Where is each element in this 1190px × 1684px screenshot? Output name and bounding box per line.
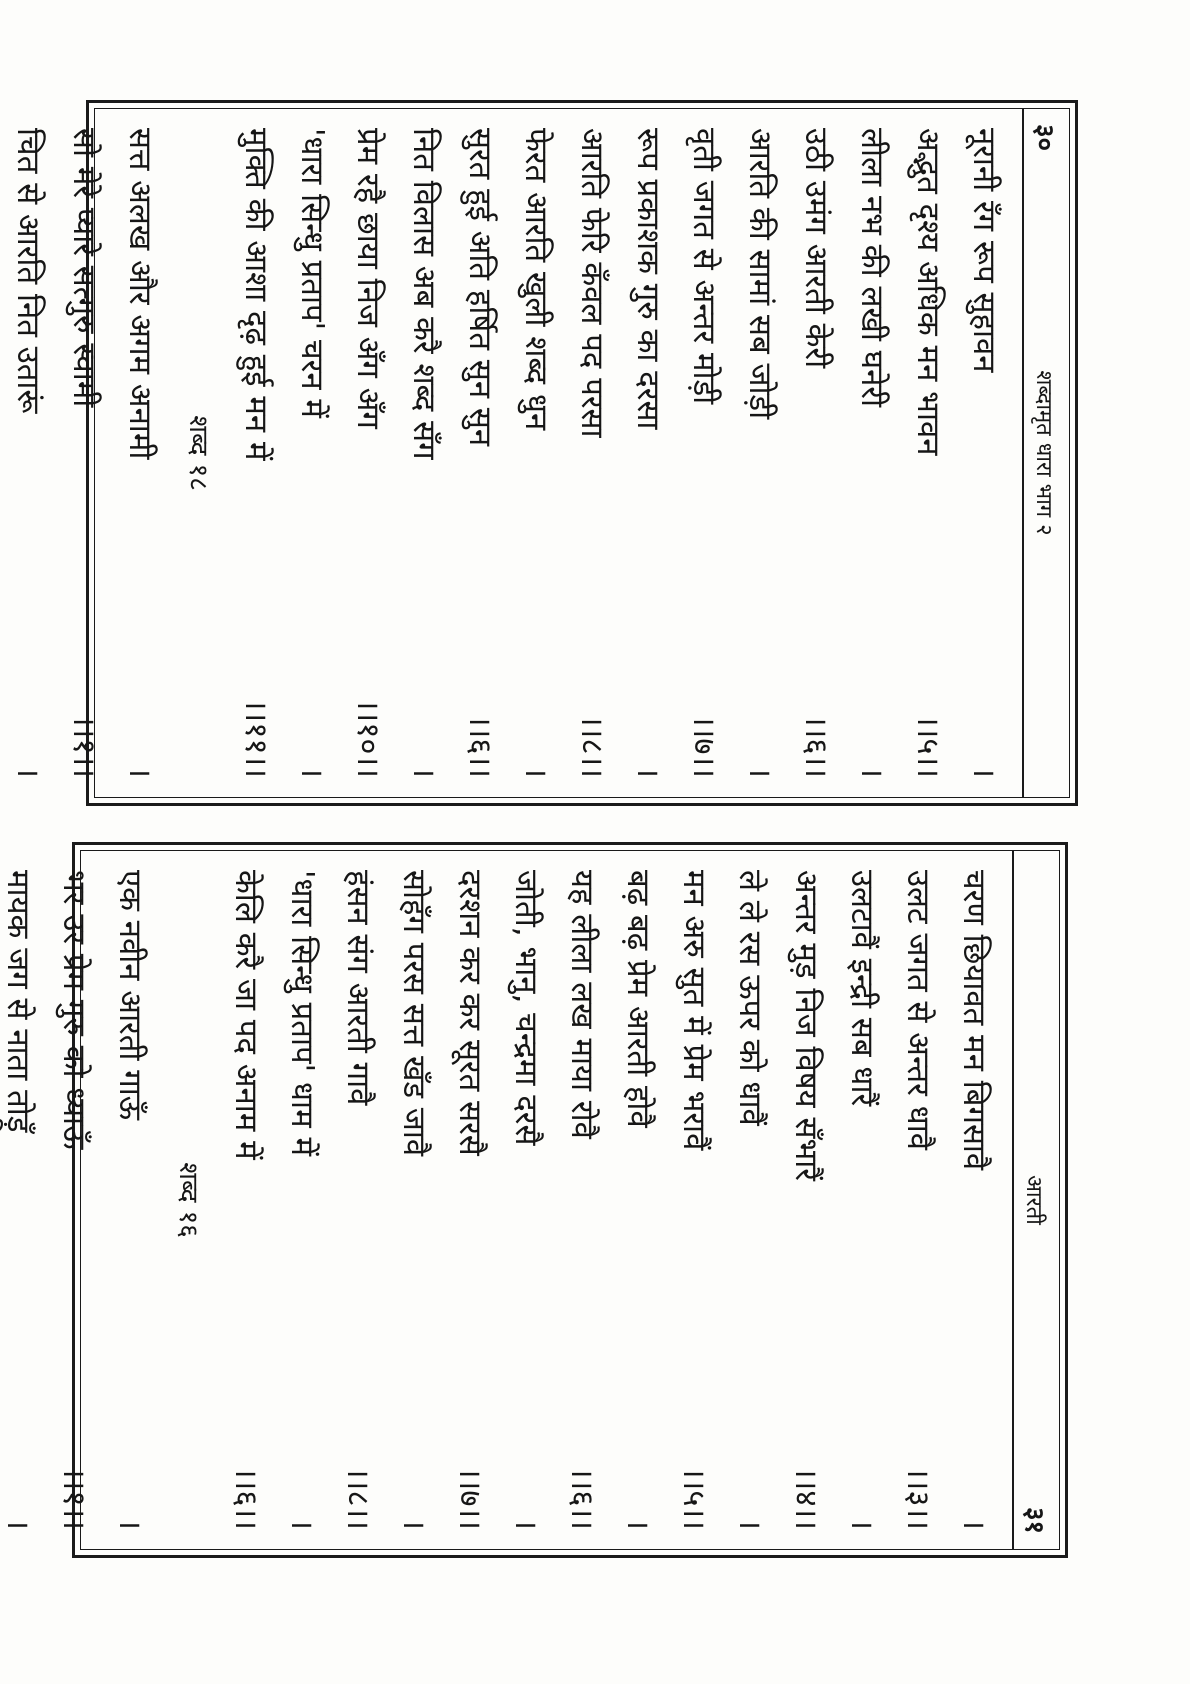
verse-line	[732, 128, 788, 778]
verse-line	[102, 870, 158, 1530]
right-page-header	[1012, 850, 1060, 1550]
verse-line	[946, 870, 1002, 1530]
verse-text: नूरानी रँग रूप सुहावन	[966, 128, 1002, 373]
verse-text: सत्त अलख और अगम अनामी	[122, 128, 158, 460]
verse-line	[274, 870, 330, 1530]
right-page	[0, 850, 1060, 1550]
page-number: ३०	[1029, 124, 1059, 152]
verse-line	[778, 870, 834, 1530]
verse-line	[452, 128, 508, 778]
verse-end-mark: ।।६।।	[798, 714, 834, 778]
verse-line	[900, 128, 956, 778]
verse-end-mark: ।	[742, 766, 778, 778]
verse-text: लीला नभ की लखी घनेरी	[854, 128, 890, 407]
running-title: शब्दामृत धारा भाग २	[1031, 370, 1056, 536]
verse-text: जोती, भानु, चन्द्रमा दरसै	[508, 870, 544, 1146]
verse-end-mark: ।	[518, 766, 554, 778]
page-number: ३१	[1019, 1506, 1049, 1534]
verse-line	[554, 870, 610, 1530]
verse-text: रूप प्रकाशक गुरु का दरसा	[630, 128, 666, 430]
verse-line	[508, 128, 564, 778]
verse-end-mark: ।	[630, 766, 666, 778]
verse-line	[956, 128, 1012, 778]
verse-text: उलट जगत से अन्तर धावै	[900, 870, 936, 1151]
verse-end-mark: ।	[966, 766, 1002, 778]
verse-text: 'धारा सिन्धु प्रताप' चरन में	[294, 128, 330, 418]
verse-end-mark: ।।५।।	[676, 1466, 712, 1530]
verse-line	[564, 128, 620, 778]
verse-end-mark: ।।३।।	[900, 1466, 936, 1530]
verse-line	[218, 870, 274, 1530]
verse-end-mark: ।।६।।	[462, 714, 498, 778]
left-page	[10, 108, 1070, 798]
verse-end-mark: ।	[508, 1518, 544, 1530]
verse-end-mark: ।	[0, 1518, 36, 1530]
verse-end-mark: ।।६।।	[228, 1466, 264, 1530]
verse-text: दरशन कर कर सूरत सरसै	[452, 870, 488, 1156]
shabd-heading: शब्द १८	[183, 415, 213, 491]
left-verse-block	[0, 128, 1012, 778]
verse-end-mark: ।	[294, 766, 330, 778]
verse-line	[610, 870, 666, 1530]
verse-text: उठी उमंग आरती केरी	[798, 128, 834, 369]
verse-end-mark: ।	[396, 1518, 432, 1530]
verse-line	[386, 870, 442, 1530]
verse-text: ले ले रस ऊपर को धावैं	[732, 870, 768, 1126]
verse-line	[340, 128, 396, 778]
verse-text: वृती जगत से अन्तर मोड़ी	[686, 128, 722, 405]
verse-line	[442, 870, 498, 1530]
verse-line	[620, 128, 676, 778]
verse-end-mark: ।	[406, 766, 442, 778]
verse-text: मायक जग से नाता तोड़ूँ	[0, 870, 36, 1133]
verse-end-mark: ।	[956, 1518, 992, 1530]
verse-text: आरति फेरि कँवल पद परसा	[574, 128, 610, 438]
verse-line	[46, 870, 102, 1530]
verse-line	[788, 128, 844, 778]
verse-end-mark: ।।८।।	[574, 714, 610, 778]
verse-line	[666, 870, 722, 1530]
verse-line	[498, 870, 554, 1530]
verse-text: मन अरु सुत में प्रेम भरावैं	[676, 870, 712, 1151]
verse-text: सोहँग परस सत्त खँड जावै	[396, 870, 432, 1157]
verse-end-mark: ।।७।।	[686, 714, 722, 778]
right-verse-block	[0, 870, 1002, 1530]
verse-line	[112, 128, 168, 778]
verse-line	[56, 128, 112, 778]
verse-end-mark: ।	[854, 766, 890, 778]
verse-line	[228, 128, 284, 778]
verse-end-mark: ।	[122, 766, 158, 778]
verse-text: भर उर प्रेम गुरु को ध्याऊँ	[56, 870, 92, 1150]
verse-text: नित विलास अब करै शब्द सँग	[406, 128, 442, 460]
verse-line	[284, 128, 340, 778]
verse-text: हंसन संग आरती गावै	[340, 870, 376, 1106]
verse-end-mark: ।	[844, 1518, 880, 1530]
verse-line	[396, 128, 452, 778]
verse-end-mark: ।।१०।।	[350, 698, 386, 778]
verse-text: सो मेरे प्यारे सत्गुरु स्वामी	[66, 128, 102, 408]
verse-end-mark: ।।५।।	[910, 714, 946, 778]
verse-text: एक नवीन आरती गाऊँ	[112, 870, 148, 1121]
verse-end-mark: ।	[284, 1518, 320, 1530]
verse-end-mark: ।।६।।	[564, 1466, 600, 1530]
verse-line	[890, 870, 946, 1530]
verse-line	[722, 870, 778, 1530]
verse-end-mark: ।।४।।	[788, 1466, 824, 1530]
verse-text: फेरत आरति खुली शब्द धुन	[518, 128, 554, 431]
verse-end-mark: ।।७।।	[452, 1466, 488, 1530]
verse-end-mark: ।।११।।	[238, 698, 274, 778]
verse-end-mark: ।	[10, 766, 46, 778]
verse-line	[330, 870, 386, 1530]
verse-end-mark: ।	[732, 1518, 768, 1530]
verse-end-mark: ।।८।।	[340, 1466, 376, 1530]
verse-line	[0, 128, 56, 778]
verse-end-mark: ।।१।।	[66, 714, 102, 778]
verse-text: केलि करै जा पद अनाम में	[228, 870, 264, 1160]
verse-text: अन्तर मुड़ निज विषय सँभारैं	[788, 870, 824, 1181]
shabd-heading: शब्द १६	[173, 1162, 203, 1238]
verse-text: 'धारा सिन्धु प्रताप' धाम में	[284, 870, 320, 1157]
verse-text: बढ़ बढ़ प्रेम आरती होवै	[620, 870, 656, 1128]
verse-end-mark: ।	[620, 1518, 656, 1530]
verse-end-mark: ।।१।।	[56, 1466, 92, 1530]
verse-line	[676, 128, 732, 778]
running-title: आरती	[1021, 1175, 1046, 1225]
verse-text: यह लीला लख माया रोवै	[564, 870, 600, 1139]
verse-text: उलटावैं इन्द्री सब धारैं	[844, 870, 880, 1107]
verse-line	[844, 128, 900, 778]
verse-text: अद्भुत दृश्य अधिक मन भावन	[910, 128, 946, 456]
verse-text: मुक्ति की आशा दृढ़ हुई मन में	[238, 128, 274, 461]
verse-line	[834, 870, 890, 1530]
verse-end-mark: ।	[112, 1518, 148, 1530]
verse-line	[0, 870, 46, 1530]
left-page-header	[1022, 108, 1070, 798]
verse-text: चित से आरति नित उतारूं	[10, 128, 46, 414]
verse-text: आरति की सामां सब जोड़ी	[742, 128, 778, 420]
verse-text: चरण छियावत मन बिगसावै	[956, 870, 992, 1171]
verse-text: प्रेम रहै छाया निज अँग अँग	[350, 128, 386, 429]
verse-text: सुरत हुई अति हर्षित सुन सुन	[462, 128, 498, 447]
